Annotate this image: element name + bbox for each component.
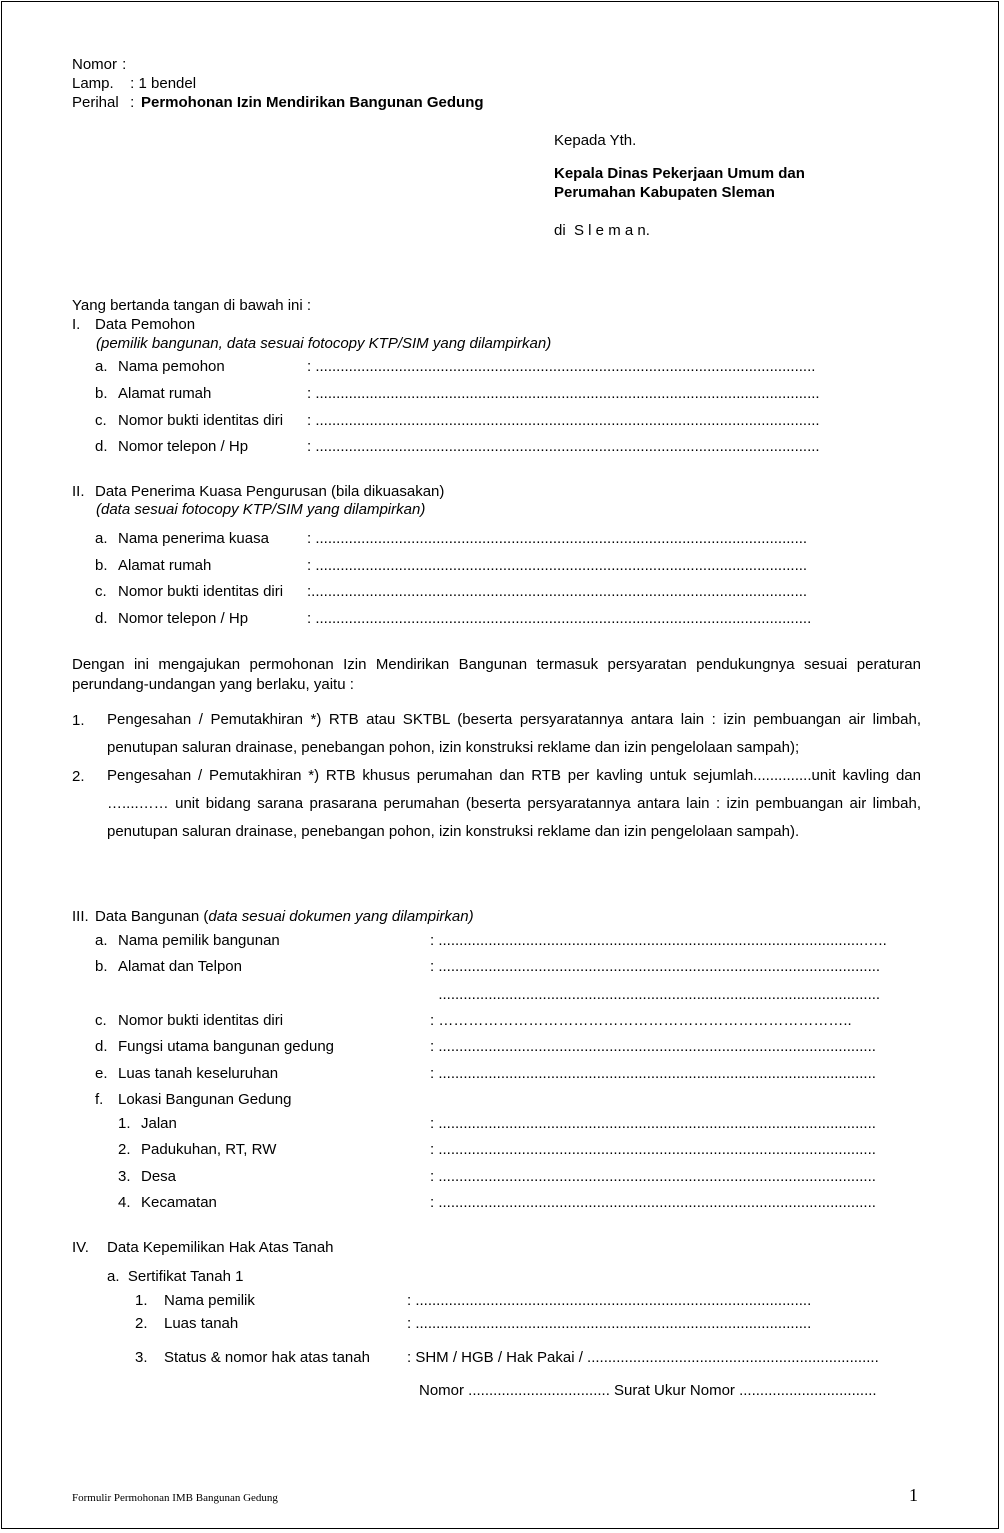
nomor-value: : [118, 56, 127, 73]
row-label: Nama penerima kuasa [118, 530, 269, 547]
row-letter: d. [95, 438, 108, 455]
row-label: Jalan [141, 1115, 177, 1132]
row-label: Nomor bukti identitas diri [118, 583, 284, 600]
row-label: Alamat rumah [118, 385, 212, 402]
row-letter: d. [95, 1038, 108, 1055]
row-letter: f. [95, 1091, 104, 1108]
row-label: Alamat dan Telpon [118, 958, 242, 975]
page-number: 1 [909, 1485, 918, 1505]
row-number: 2. [135, 1315, 148, 1332]
section-1-number: I. [72, 316, 81, 333]
row-letter: a. [95, 530, 108, 547]
row-letter: b. [95, 385, 108, 402]
row-label: Desa [141, 1168, 177, 1185]
row-label: Nama pemilik bangunan [118, 932, 280, 949]
row-label: Luas tanah keseluruhan [118, 1065, 279, 1082]
section-3-title [95, 908, 474, 926]
row-letter: a. [95, 932, 108, 949]
fill-in-field[interactable]: : .......................................................................................................... [430, 958, 881, 975]
fill-in-field[interactable]: : ...................................................................................................................... [307, 530, 808, 547]
recipient-line-2: Perumahan Kabupaten Sleman [554, 184, 775, 201]
section-4-number: IV. [72, 1239, 89, 1256]
fill-in-field[interactable]: : ......................................................................................................... [430, 1065, 876, 1082]
row-label: Luas tanah [164, 1315, 239, 1332]
row-label: Nomor telepon / Hp [118, 610, 249, 627]
row-label: Padukuhan, RT, RW [141, 1141, 277, 1158]
section-3-title-text: Data Bangunan ( [95, 908, 209, 925]
fill-in-field[interactable]: : SHM / HGB / Hak Pakai / ...................................................................... [407, 1349, 879, 1366]
row-letter: b. [95, 557, 108, 574]
list-text: Pengesahan / Pemutakhiran *) RTB atau SKTBL (beserta persyaratannya antara lain : izin pembuangan air limbah, penutupan saluran drainase, penebangan pohon, izin konstruksi reklame dan izin pengelolaan sampah); [107, 711, 921, 756]
fill-in-field[interactable]: :....................................................................................................................... [307, 583, 808, 600]
intro-text: Yang bertanda tangan di bawah ini : [72, 297, 312, 314]
fill-in-field[interactable]: : ......................................................................................................... [430, 1168, 876, 1185]
list-number: 2. [72, 768, 85, 785]
row-label: Kecamatan [141, 1194, 217, 1211]
section-1-note: (pemilik bangunan, data sesuai fotocopy KTP/SIM yang dilampirkan) [96, 335, 552, 352]
fill-in-field[interactable]: : ......................................................................................................................... [307, 412, 820, 429]
fill-in-field[interactable]: : ............................................................................................... [407, 1292, 812, 1309]
row-label: Alamat rumah [118, 557, 212, 574]
row-label: Nomor bukti identitas diri [118, 412, 284, 429]
nomor-label: Nomor [72, 56, 118, 73]
certificate-number-field[interactable]: Nomor .................................. Surat Ukur Nomor ................................. [419, 1382, 877, 1399]
row-number: 2. [118, 1141, 131, 1158]
fill-in-field[interactable]: : ........................................................................................................................ [307, 358, 816, 375]
section-3-number: III. [72, 908, 89, 925]
section-4-title: Data Kepemilikan Hak Atas Tanah [107, 1239, 334, 1256]
fill-in-field[interactable]: : ……………………………………………………………………….. [430, 1012, 852, 1029]
fill-in-field[interactable]: : ...................................................................................................................... [307, 557, 808, 574]
section-2-title: Data Penerima Kuasa Pengurusan (bila dikuasakan) [95, 483, 445, 500]
row-letter: a. [95, 358, 108, 375]
row-number: 4. [118, 1194, 131, 1211]
section-2-number: II. [72, 483, 85, 500]
row-label: Nama pemilik [164, 1292, 255, 1309]
perihal-colon: : [126, 94, 139, 111]
row-letter: b. [95, 958, 108, 975]
fill-in-field[interactable]: : ......................................................................................................... [430, 1038, 876, 1055]
section-4-subtitle: a. Sertifikat Tanah 1 [107, 1268, 244, 1285]
perihal-value: Permohonan Izin Mendirikan Bangunan Gedung [141, 94, 484, 111]
fill-in-field[interactable]: : ......................................................................................................….. [430, 932, 887, 949]
list-text: Pengesahan / Pemutakhiran *) RTB khusus perumahan dan RTB per kavling untuk sejumlah..............unit kavling dan …....…… unit bidang sarana prasarana perumahan (beserta persyaratannya antara lain : izin pembuangan air limbah, penutupan saluran drainase, penebangan pohon, izin konstruksi reklame dan izin pengelolaan sampah). [107, 767, 921, 840]
fill-in-field[interactable]: : ......................................................................................................................... [307, 438, 820, 455]
row-label: Nomor bukti identitas diri [118, 1012, 284, 1029]
row-label: Fungsi utama bangunan gedung [118, 1038, 335, 1055]
row-letter: c. [95, 1012, 107, 1029]
row-number: 3. [135, 1349, 148, 1366]
fill-in-field[interactable]: .......................................................................................................... [430, 986, 881, 1003]
row-number: 1. [118, 1115, 131, 1132]
section-2-note: (data sesuai fotocopy KTP/SIM yang dilampirkan) [96, 501, 426, 518]
fill-in-field[interactable]: : ......................................................................................................... [430, 1141, 876, 1158]
list-number: 1. [72, 712, 85, 729]
row-number: 1. [135, 1292, 148, 1309]
footer-title: Formulir Permohonan IMB Bangunan Gedung [72, 1492, 278, 1504]
fill-in-field[interactable]: : ............................................................................................... [407, 1315, 812, 1332]
recipient-location: di S l e m a n. [554, 222, 650, 239]
fill-in-field[interactable]: : ....................................................................................................................... [307, 610, 812, 627]
fill-in-field[interactable]: : ......................................................................................................... [430, 1115, 876, 1132]
row-label: Status & nomor hak atas tanah [164, 1349, 370, 1366]
row-letter: d. [95, 610, 108, 627]
row-label: Nama pemohon [118, 358, 225, 375]
recipient-salutation: Kepada Yth. [554, 132, 637, 149]
row-letter: c. [95, 583, 107, 600]
row-label: Lokasi Bangunan Gedung [118, 1091, 292, 1108]
row-label: Nomor telepon / Hp [118, 438, 249, 455]
section-3-title-note: data sesuai dokumen yang dilampirkan) [208, 908, 474, 925]
section-1-title: Data Pemohon [95, 316, 196, 333]
row-letter: e. [95, 1065, 108, 1082]
row-number: 3. [118, 1168, 131, 1185]
row-letter: c. [95, 412, 107, 429]
lamp-label: Lamp. [72, 75, 114, 92]
fill-in-field[interactable]: : ......................................................................................................................... [307, 385, 820, 402]
perihal-label: Perihal [72, 94, 119, 111]
fill-in-field[interactable]: : ......................................................................................................... [430, 1194, 876, 1211]
recipient-line-1: Kepala Dinas Pekerjaan Umum dan [554, 165, 805, 182]
request-paragraph: Dengan ini mengajukan permohonan Izin Mendirikan Bangunan termasuk persyaratan pendukungnya sesuai peraturan perundang-undangan yang berlaku, yaitu : [72, 656, 921, 693]
lamp-value: : 1 bendel [126, 75, 197, 92]
